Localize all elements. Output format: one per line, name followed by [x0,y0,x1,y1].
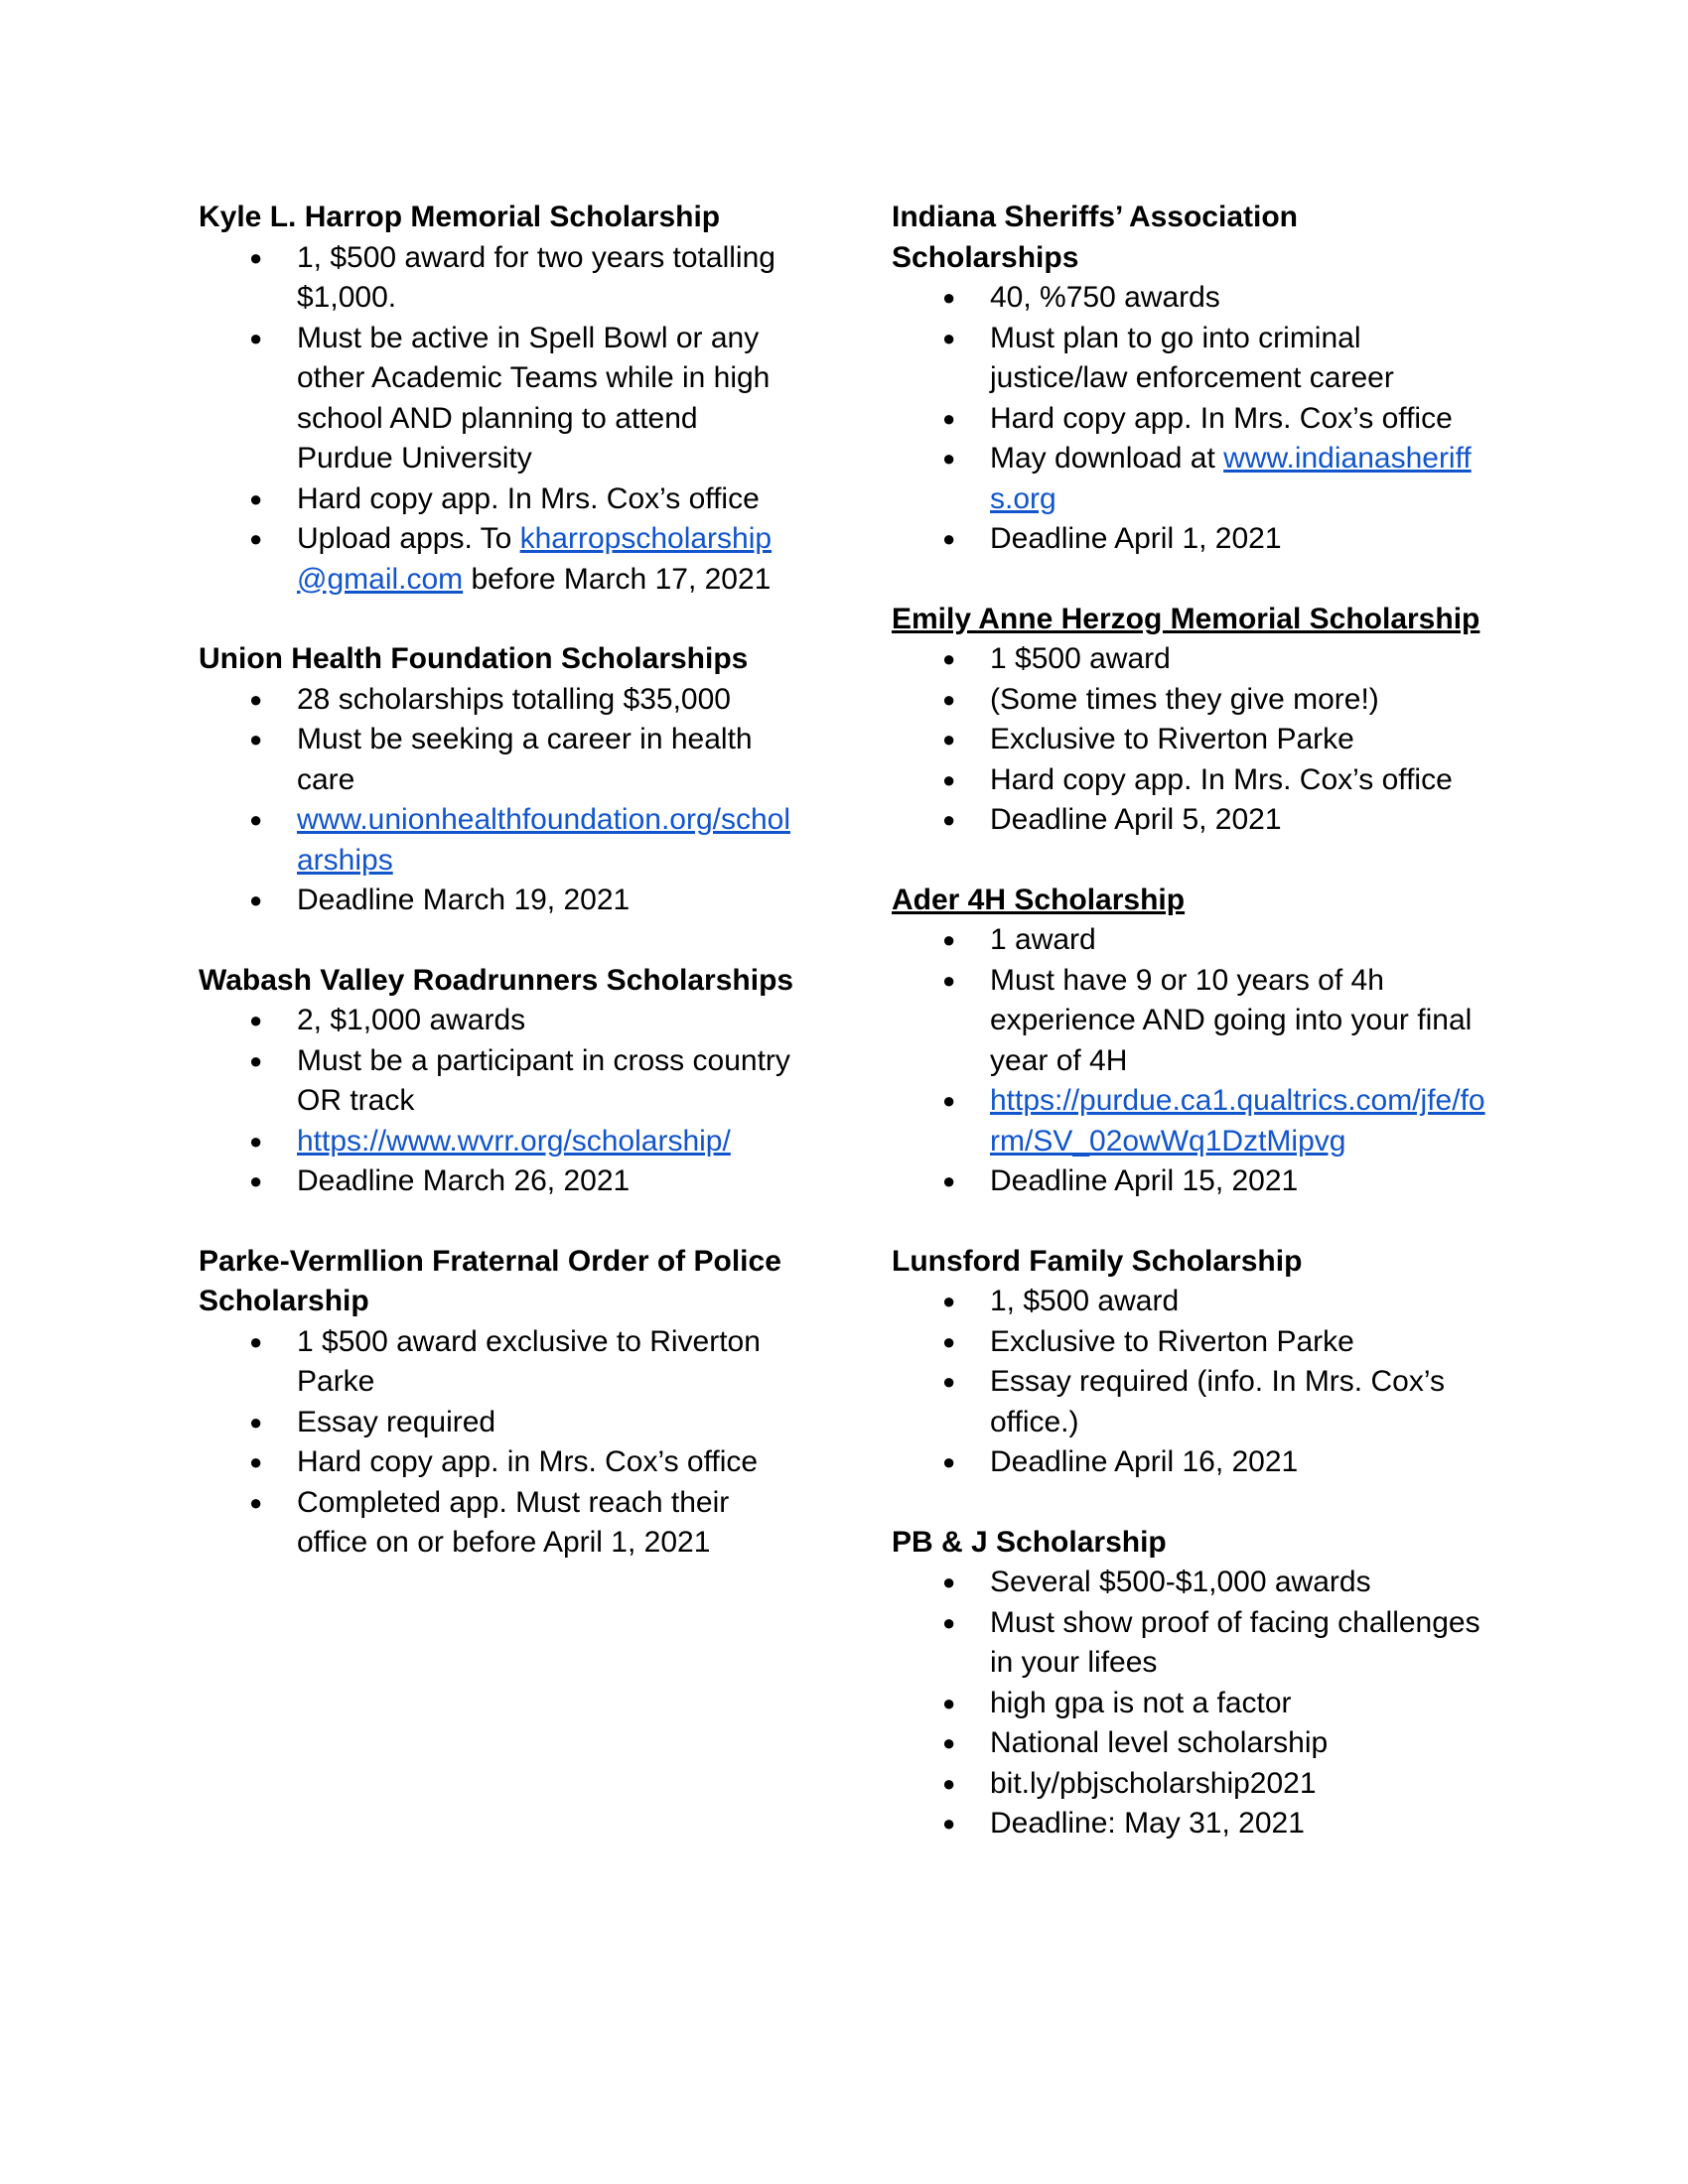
bullet-icon: ● [942,927,956,952]
item-text: Must show proof of facing challenges in your lifees [990,1605,1480,1679]
bullet-icon: ● [249,1128,263,1154]
list-item [199,238,799,319]
bullet-icon: ● [249,1449,263,1474]
bullet-icon: ● [942,1730,956,1755]
scholarship-detail-list [199,1001,799,1202]
item-link[interactable]: https://www.wvrr.org/scholarship/ [297,1124,731,1158]
bullet-icon: ● [942,1088,956,1113]
bullet-icon: ● [942,1328,956,1354]
list-item [199,680,799,721]
item-text: Hard copy app. in Mrs. Cox’s office [297,1445,759,1478]
list-item [892,639,1492,680]
list-item [199,1442,799,1483]
right-column [892,198,1492,1884]
list-item [892,1563,1492,1603]
scholarship-section-parke-vermllion-fraternal-order-of-police-scholarship [199,1242,799,1564]
item-text: Deadline March 19, 2021 [297,884,631,916]
item-text: 1 $500 award [990,642,1171,675]
list-item [892,1161,1492,1202]
bullet-icon: ● [249,244,263,270]
list-item [892,961,1492,1082]
scholarship-detail-list [892,920,1492,1202]
item-text: Deadline April 5, 2021 [990,803,1282,836]
item-text: high gpa is not a factor [990,1686,1292,1719]
item-text: Deadline March 26, 2021 [297,1164,631,1197]
bullet-icon: ● [249,1328,263,1354]
bullet-icon: ● [249,1047,263,1073]
scholarship-section-emily-anne-herzog-memorial-scholarship [892,600,1492,841]
bullet-icon: ● [249,485,263,511]
list-item [199,1041,799,1122]
list-item [892,519,1492,560]
scholarship-detail-list [892,1282,1492,1483]
list-item [892,1603,1492,1684]
item-text: (Some times they give more!) [990,682,1379,716]
list-item [892,720,1492,760]
bullet-icon: ● [942,285,956,310]
list-item [892,1362,1492,1442]
scholarship-section-indiana-sheriffs-association-scholarships [892,198,1492,560]
bullet-icon: ● [249,1008,263,1032]
scholarship-title: PB & J Scholarship [892,1525,1167,1559]
item-text: Completed app. Must reach their office on or before April 1, 2021 [297,1485,730,1559]
item-text: Deadline April 16, 2021 [990,1445,1299,1478]
list-item [199,1161,799,1202]
bullet-icon: ● [249,727,263,751]
bullet-icon: ● [942,646,956,671]
list-item [892,680,1492,721]
list-item [199,319,799,479]
left-column [199,198,799,1603]
list-item [199,479,799,520]
scholarship-section-union-health-foundation-scholarships [199,639,799,921]
scholarship-section-ader-4h-scholarship [892,881,1492,1202]
item-text: Deadline April 15, 2021 [990,1164,1299,1197]
item-text: 1 $500 award exclusive to Riverton Parke [297,1324,761,1398]
bullet-icon: ● [249,1409,263,1434]
item-text: Exclusive to Riverton Parke [990,723,1354,755]
bullet-icon: ● [249,1168,263,1193]
list-item [892,278,1492,319]
item-text: Must be a participant in cross country OR track [297,1043,790,1117]
list-item [892,1764,1492,1805]
list-item [892,1081,1492,1161]
item-text: Hard copy app. In Mrs. Cox’s office [297,481,760,515]
bullet-icon: ● [942,325,956,350]
bullet-icon: ● [942,967,956,993]
item-text: 40, %750 awards [990,281,1220,314]
item-text: 28 scholarships totalling $35,000 [297,682,731,716]
item-link[interactable]: https://purdue.ca1.qualtrics.com/jfe/form/SV_02owWq1DztMipvg [990,1084,1485,1158]
item-text: Must have 9 or 10 years of 4h experience AND going into your final year of 4H [990,963,1473,1077]
list-item [199,881,799,921]
list-item [199,1483,799,1564]
scholarship-detail-list [892,278,1492,560]
item-text: 2, $1,000 awards [297,1004,526,1036]
scholarship-detail-list [892,639,1492,841]
list-item [892,760,1492,801]
scholarship-title: Union Health Foundation Scholarships [199,642,749,675]
scholarship-section-pb-j-scholarship [892,1523,1492,1844]
item-text: Must be active in Spell Bowl or any other Academic Teams while in high school AND planning to attend Purdue University [297,321,771,475]
item-text: bit.ly/pbjscholarship2021 [990,1766,1317,1800]
item-text: Must plan to go into criminal justice/law enforcement career [990,321,1394,394]
bullet-icon: ● [942,1369,956,1394]
bullet-icon: ● [942,727,956,751]
item-text: Several $500-$1,000 awards [990,1566,1371,1598]
bullet-icon: ● [942,1609,956,1635]
list-item [892,1282,1492,1322]
bullet-icon: ● [249,1489,263,1515]
item-text: National level scholarship [990,1726,1329,1759]
list-item [199,800,799,881]
bullet-icon: ● [942,766,956,792]
item-text: 1 award [990,923,1096,956]
item-text: May download at [990,442,1224,475]
scholarship-detail-list [199,1322,799,1564]
bullet-icon: ● [249,807,263,832]
list-item [892,1723,1492,1764]
item-text: Upload apps. To [297,522,520,555]
list-item [199,1403,799,1443]
scholarship-section-kyle-l-harrop-memorial-scholarship [199,198,799,600]
scholarship-title: Parke-Vermllion Fraternal Order of Police Scholarship [199,1244,781,1317]
scholarship-title: Indiana Sheriffs’ Association Scholarships [892,201,1298,274]
list-item [199,720,799,800]
item-text: 1, $500 award for two years totalling $1,000. [297,240,775,314]
list-item [199,1122,799,1162]
bullet-icon: ● [249,325,263,350]
bullet-icon: ● [942,1449,956,1474]
scholarship-section-wabash-valley-roadrunners-scholarships [199,961,799,1202]
bullet-icon: ● [249,686,263,712]
list-item [892,1442,1492,1483]
scholarship-title: Kyle L. Harrop Memorial Scholarship [199,201,721,233]
item-text: 1, $500 award [990,1285,1180,1317]
bullet-icon: ● [942,1770,956,1796]
scholarship-detail-list [199,238,799,601]
list-item [199,1001,799,1041]
bullet-icon: ● [942,1168,956,1193]
bullet-icon: ● [942,1690,956,1715]
scholarship-title: Wabash Valley Roadrunners Scholarships [199,963,794,997]
bullet-icon: ● [942,686,956,712]
item-text: Essay required [297,1405,496,1438]
scholarship-title: Lunsford Family Scholarship [892,1244,1303,1278]
item-text: Deadline April 1, 2021 [990,522,1282,555]
item-link[interactable]: www.unionhealthfoundation.org/scholarships [297,803,791,877]
bullet-icon: ● [942,1811,956,1836]
item-link[interactable]: kharropscholarship@gmail.com [297,522,773,596]
bullet-icon: ● [942,1289,956,1313]
scholarship-detail-list [199,680,799,921]
item-text: Essay required (info. In Mrs. Cox’s office.) [990,1365,1445,1438]
list-item [892,1804,1492,1844]
list-item [892,399,1492,440]
bullet-icon: ● [942,526,956,551]
list-item [892,319,1492,399]
list-item [199,519,799,600]
bullet-icon: ● [942,405,956,431]
list-item [892,920,1492,961]
item-text: Hard copy app. In Mrs. Cox’s office [990,762,1453,796]
list-item [892,1322,1492,1363]
scholarship-section-lunsford-family-scholarship [892,1242,1492,1483]
list-item [892,1684,1492,1724]
item-text: Hard copy app. In Mrs. Cox’s office [990,401,1453,435]
item-text: Exclusive to Riverton Parke [990,1324,1354,1358]
scholarship-title: Emily Anne Herzog Memorial Scholarship [892,602,1480,635]
bullet-icon: ● [249,526,263,551]
item-text: Must be seeking a career in health care [297,723,753,796]
bullet-icon: ● [249,887,263,912]
bullet-icon: ● [942,1570,956,1594]
scholarship-title: Ader 4H Scholarship [892,883,1186,916]
list-item [892,800,1492,841]
item-link[interactable]: www.indianasheriffs.org [990,442,1472,515]
item-text: Deadline: May 31, 2021 [990,1807,1305,1840]
item-text-after: before March 17, 2021 [463,562,772,596]
bullet-icon: ● [942,446,956,471]
list-item [892,439,1492,519]
list-item [199,1322,799,1403]
bullet-icon: ● [942,807,956,832]
scholarship-detail-list [892,1563,1492,1844]
